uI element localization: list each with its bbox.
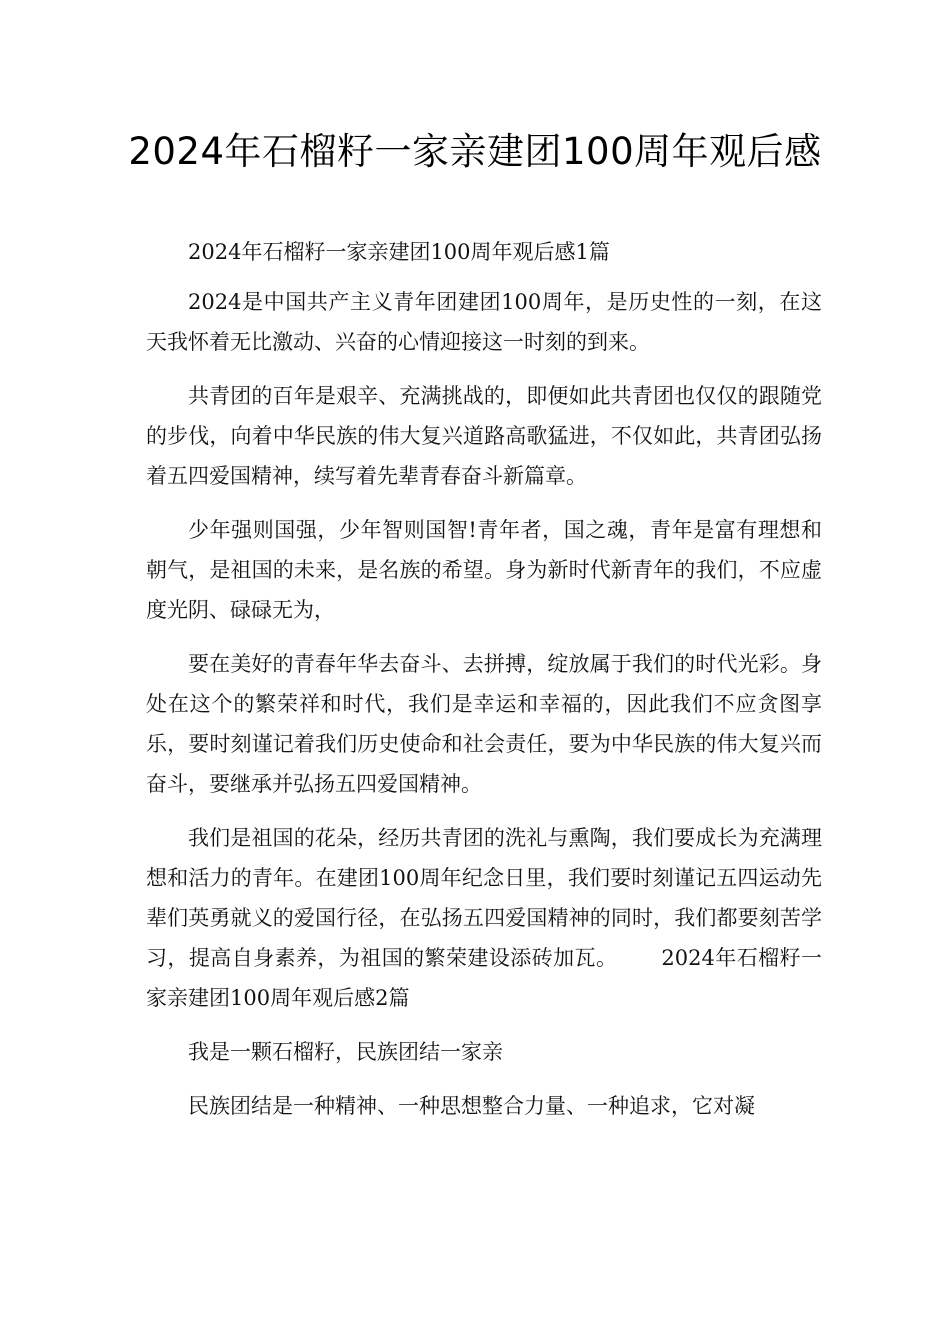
paragraph-century: 共青团的百年是艰辛、充满挑战的，即便如此共青团也仅仅的跟随党的步伐，向着中华民族的伟大复兴道路高歌猛进，不仅如此，共青团弘扬着五四爱国精神，续写着先辈青春奋斗新篇章。 — [146, 384, 822, 488]
paragraph-flowers-text: 我们是祖国的花朵，经历共青团的洗礼与熏陶，我们要成长为充满理想和活力的青年。在建团100周年纪念日里，我们要时刻谨记五四运动先辈们英勇就义的爱国行径，在弘扬五四爱国精神的同时，我们都要刻苦学习，提高自身素养，为祖国的繁荣建设添砖加瓦。 — [146, 826, 822, 970]
section-heading-1: 2024年石榴籽一家亲建团100周年观后感1篇 — [188, 240, 610, 264]
document-title: 2024年石榴籽一家亲建团100周年观后感 — [128, 130, 822, 173]
paragraph-intro: 2024是中国共产主义青年团建团100周年，是历史性的一刻，在这天我怀着无比激动、兴奋的心情迎接这一时刻的到来。 — [146, 290, 822, 354]
paragraph-unity: 民族团结是一种精神、一种思想整合力量、一种追求，它对凝 — [188, 1094, 755, 1118]
paragraph-youth: 少年强则国强，少年智则国智!青年者，国之魂，青年是富有理想和朝气，是祖国的未来，是名族的希望。身为新时代新青年的我们，不应虚度光阴、碌碌无为， — [146, 518, 822, 622]
document-body — [146, 232, 822, 1140]
paragraph-pomegranate: 我是一颗石榴籽，民族团结一家亲 — [188, 1040, 503, 1064]
section-heading-2: 2024年石榴籽一家亲建团100周年观后感2篇 — [146, 946, 823, 1010]
paragraph-struggle: 要在美好的青春年华去奋斗、去拼搏，绽放属于我们的时代光彩。身处在这个的繁荣祥和时代，我们是幸运和幸福的，因此我们不应贪图享乐，要时刻谨记着我们历史使命和社会责任，要为中华民族的伟大复兴而奋斗，要继承并弘扬五四爱国精神。 — [146, 652, 822, 796]
paragraph-flowers — [146, 818, 822, 1018]
